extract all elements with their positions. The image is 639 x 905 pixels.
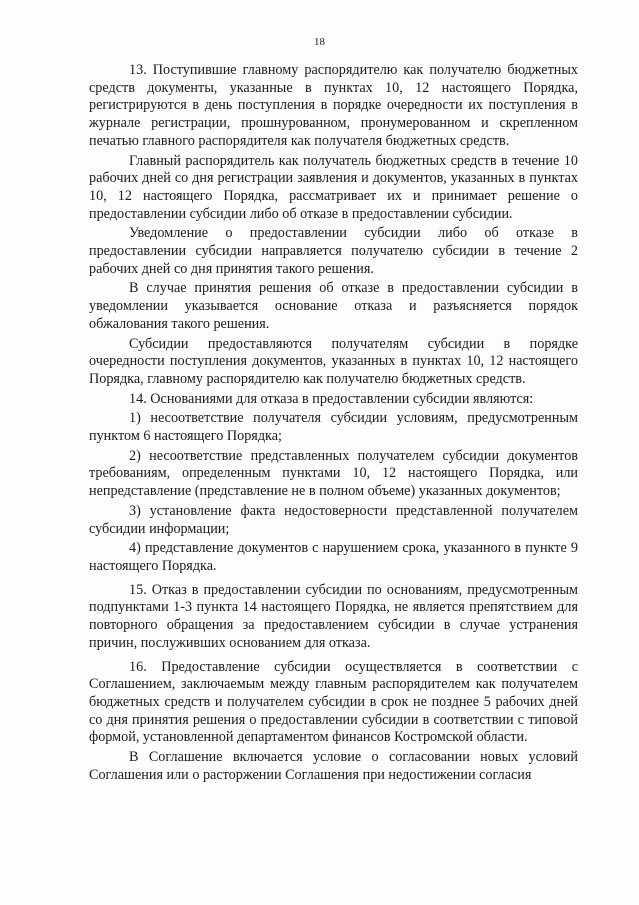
list-item-1: 1) несоответствие получателя субсидии условиям, предусмотренным пунктом 6 настоящего Порядка; xyxy=(89,410,578,445)
paragraph-14: 14. Основаниями для отказа в предоставлении субсидии являются: xyxy=(129,390,534,407)
list-item-2: 2) несоответствие представленных получателем субсидии документов требованиям, определенным пунктами 10, 12 настоящего Порядка, или непредставление (представление не в полном объеме) указанных документов; xyxy=(89,447,578,500)
list-item-3: 3) установление факта недостоверности представленной получателем субсидии информации; xyxy=(89,502,578,537)
paragraph-15: 15. Отказ в предоставлении субсидии по основаниям, предусмотренным подпунктами 1-3 пункта 14 настоящего Порядка, не является препятствием для повторного обращения за предоставлением субсидии в случае устранения причин, послуживших основанием для отказа. xyxy=(89,581,578,651)
paragraph-16: 16. Предоставление субсидии осуществляется в соответствии с Соглашением, заключаемым между главным распорядителем как получателем бюджетных средств и получателем субсидии в срок не позднее 5 рабочих дней со дня принятия решения о предоставлении субсидии в соответствии с типовой формой, установленной департаментом финансов Костромской области. xyxy=(89,658,578,746)
paragraph-review-term: Главный распорядитель как получатель бюджетных средств в течение 10 рабочих дней со дня регистрации заявления и документов, указанных в пунктах 10, 12 настоящего Порядка, рассматривает их и принимает решение о предоставлении субсидии либо об отказе в предоставлении субсидии. xyxy=(89,152,578,222)
paragraph-agreement-conditions: В Соглашение включается условие о согласовании новых условий Соглашения или о расторжении Соглашения при недостижении согласия xyxy=(89,749,578,783)
list-item-4: 4) представление документов с нарушением срока, указанного в пункте 9 настоящего Порядка. xyxy=(89,540,578,574)
paragraph-notification: Уведомление о предоставлении субсидии либо об отказе в предоставлении субсидии направляется получателю субсидии в течение 2 рабочих дней со дня принятия такого решения. xyxy=(89,225,578,277)
paragraph-subsidy-order: Субсидии предоставляются получателям субсидии в порядке очередности поступления документов, указанных в пунктах 10, 12 настоящего Порядка, главному распорядителю как получателю бюджетных средств. xyxy=(89,335,578,387)
paragraph-13: 13. Поступившие главному распорядителю как получателю бюджетных средств документы, указанные в пунктах 10, 12 настоящего Порядка, регистрируются в день поступления в порядке очередности их поступления в журнале регистрации, прошнурованном, пронумерованном и скрепленном печатью главного распорядителя как получателя бюджетных средств. xyxy=(89,62,578,149)
paragraph-refusal-reasons-explained: В случае принятия решения об отказе в предоставлении субсидии в уведомлении указывается основание отказа и разъясняется порядок обжалования такого решения. xyxy=(89,280,578,332)
page-number: 18 xyxy=(314,36,325,48)
document-body xyxy=(89,62,578,786)
